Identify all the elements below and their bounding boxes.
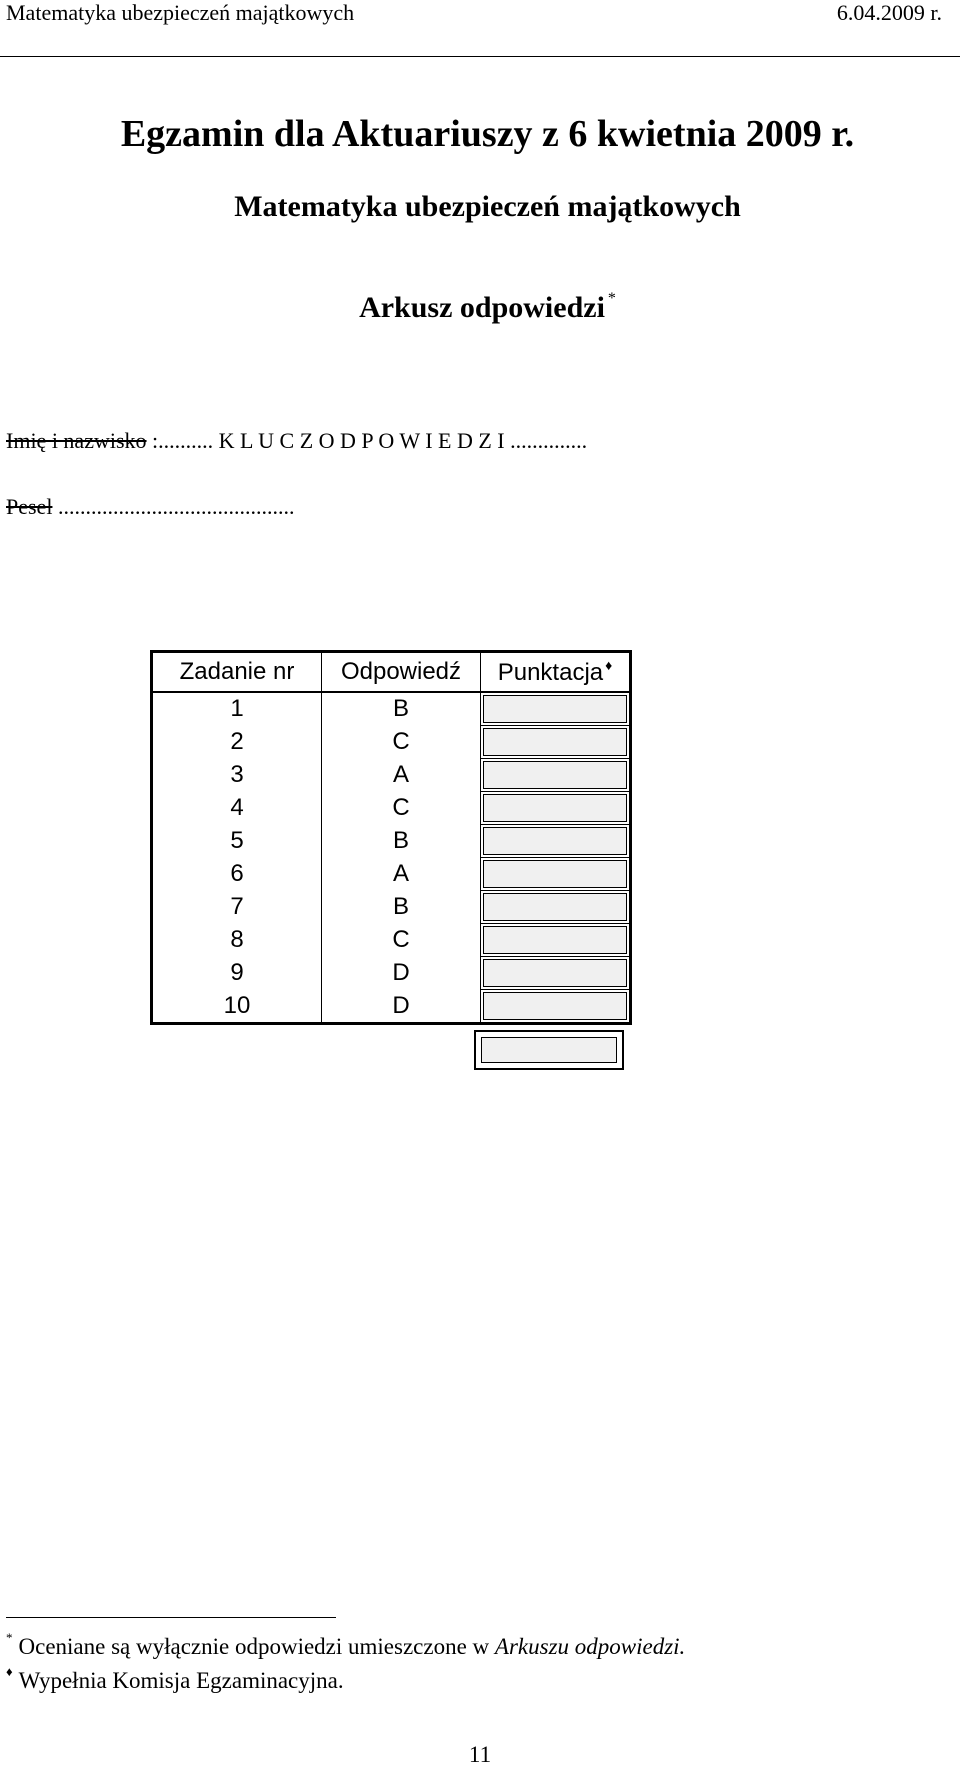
answer-cell: B — [322, 692, 481, 726]
score-cell — [481, 825, 631, 858]
table-row — [152, 825, 631, 858]
table-row — [152, 891, 631, 924]
footnote-rule — [6, 1617, 336, 1618]
footnote-1-text: Oceniane są wyłącznie odpowiedzi umieszczone w — [18, 1634, 495, 1659]
pesel-field — [6, 494, 294, 520]
task-number-cell: 2 — [152, 726, 322, 759]
answer-cell: D — [322, 957, 481, 990]
answer-sheet-title — [0, 290, 960, 325]
answer-cell: A — [322, 858, 481, 891]
table-row — [152, 990, 631, 1024]
page-number: 11 — [468, 1742, 492, 1767]
total-score-box — [474, 1030, 624, 1070]
header-task-number: Zadanie nr — [152, 652, 322, 693]
answer-rows — [152, 692, 631, 1024]
task-number-cell: 3 — [152, 759, 322, 792]
table-row — [152, 858, 631, 891]
task-number-cell: 6 — [152, 858, 322, 891]
name-label: Imię i nazwisko — [6, 428, 147, 453]
table-row — [152, 726, 631, 759]
answer-cell: D — [322, 990, 481, 1024]
total-score-field — [481, 1037, 617, 1063]
header-title: Matematyka ubezpieczeń majątkowych — [6, 0, 355, 25]
name-field — [6, 428, 587, 454]
task-number-cell: 9 — [152, 957, 322, 990]
diamond-mark: ♦ — [605, 657, 613, 673]
task-number-cell: 8 — [152, 924, 322, 957]
table-row — [152, 759, 631, 792]
table-row — [152, 692, 631, 726]
header-rule — [0, 56, 960, 57]
table-row — [152, 924, 631, 957]
task-number-cell: 10 — [152, 990, 322, 1024]
score-cell — [481, 692, 631, 726]
footnote-2-text: Wypełnia Komisja Egzaminacyjna. — [18, 1668, 344, 1693]
table-row — [152, 957, 631, 990]
footnote-2 — [6, 1664, 344, 1694]
score-cell — [481, 891, 631, 924]
answer-cell: C — [322, 726, 481, 759]
score-cell — [481, 759, 631, 792]
footnote-1-mark: * — [6, 1630, 13, 1645]
score-cell — [481, 858, 631, 891]
answer-table — [150, 650, 632, 1025]
score-cell — [481, 726, 631, 759]
answer-cell: C — [322, 924, 481, 957]
header-date: 6.04.2009 r. — [836, 0, 942, 25]
score-cell — [481, 792, 631, 825]
footnote-mark-asterisk: * — [607, 290, 616, 307]
task-number-cell: 4 — [152, 792, 322, 825]
task-number-cell: 5 — [152, 825, 322, 858]
footnote-1-italic: Arkuszu odpowiedzi. — [494, 1634, 686, 1659]
footnote-2-mark: ♦ — [6, 1664, 13, 1679]
exam-subtitle: Matematyka ubezpieczeń majątkowych — [234, 190, 741, 223]
answer-cell: C — [322, 792, 481, 825]
score-cell — [481, 924, 631, 957]
pesel-label: Pesel — [6, 494, 53, 519]
pesel-value: ........................................... — [52, 494, 295, 519]
exam-title: Egzamin dla Aktuariuszy z 6 kwietnia 2009 r. — [120, 113, 855, 155]
answer-sheet-title-text: Arkusz odpowiedzi — [359, 291, 605, 324]
header-score — [481, 652, 631, 693]
answer-cell: B — [322, 891, 481, 924]
name-value: :.......... K L U C Z O D P O W I E D Z I .............. — [146, 428, 588, 453]
score-cell — [481, 990, 631, 1024]
table-row — [152, 792, 631, 825]
task-number-cell: 7 — [152, 891, 322, 924]
answer-cell: B — [322, 825, 481, 858]
footnote-1 — [6, 1630, 685, 1660]
header-answer: Odpowiedź — [322, 652, 481, 693]
header-score-text: Punktacja — [497, 659, 604, 686]
score-cell — [481, 957, 631, 990]
answer-cell: A — [322, 759, 481, 792]
table-header-row — [152, 652, 631, 693]
task-number-cell: 1 — [152, 692, 322, 726]
